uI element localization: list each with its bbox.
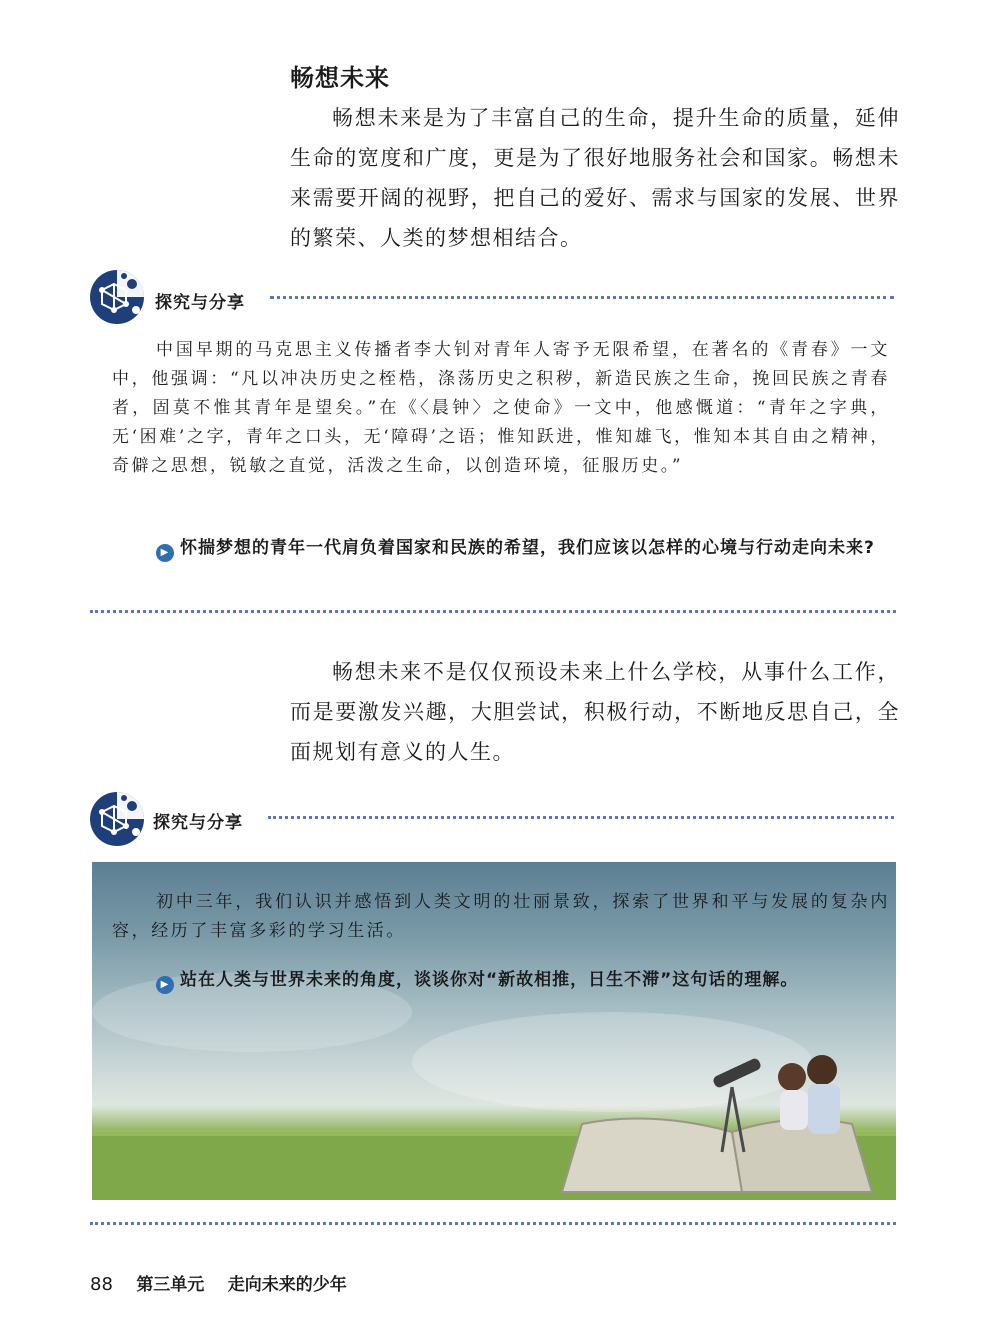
- page-number: 88: [90, 1274, 113, 1295]
- box-bottom-divider: [90, 610, 896, 613]
- box-text: 初中三年，我们认识并感悟到人类文明的壮丽景致，探索了世界和平与发展的复杂内容，经历了丰富多彩的学习生活。: [112, 892, 890, 941]
- unit-label: 第三单元: [136, 1275, 205, 1295]
- dotted-divider: [270, 296, 894, 299]
- page-footer: [90, 1270, 347, 1295]
- play-circle-icon: ▶: [156, 544, 174, 562]
- molecule-badge-icon: [88, 268, 146, 326]
- discussion-question: [112, 534, 890, 563]
- quote-text: 中国早期的马克思主义传播者李大钊对青年人寄予无限希望，在著名的《青春》一文中，他强调：“凡以冲决历史之桎梏，涤荡历史之积秽，新造民族之生命，挽回民族之青春者，固莫不惟其青年是望矣。”在《〈晨钟〉之使命》一文中，他感慨道：“青年之字典，无‘困难’之字，青年之口头，无‘障碍’之语；惟知跃进，惟知雄飞，惟知本其自由之精神，奇僻之思想，锐敏之直觉，活泼之生命，以创造环境，征服历史。”: [112, 340, 890, 476]
- paragraph-intro: 畅想未来是为了丰富自己的生命，提升生命的质量，延伸生命的宽度和广度，更是为了很好地服务社会和国家。畅想未来需要开阔的视野，把自己的爱好、需求与国家的发展、世界的繁荣、人类的梦想相结合。: [290, 106, 900, 250]
- box-bottom-divider: [90, 1222, 896, 1225]
- question-text: 怀揣梦想的青年一代肩负着国家和民族的希望，我们应该以怎样的心境与行动走向未来?: [180, 538, 875, 558]
- section-title: 畅想未来: [290, 64, 390, 92]
- dotted-divider: [268, 816, 894, 819]
- play-circle-icon: ▶: [156, 976, 174, 994]
- discussion-question: [112, 966, 890, 995]
- box-label: 探究与分享: [155, 293, 245, 313]
- box-label: 探究与分享: [153, 813, 243, 833]
- chapter-title: 走向未来的少年: [227, 1275, 347, 1295]
- molecule-badge-icon: [88, 790, 146, 848]
- question-text: 站在人类与世界未来的角度，谈谈你对“新故相推，日生不滞”这句话的理解。: [180, 970, 799, 990]
- paragraph-second: 畅想未来不是仅仅预设未来上什么学校，从事什么工作，而是要激发兴趣，大胆尝试，积极行动，不断地反思自己，全面规划有意义的人生。: [290, 660, 900, 764]
